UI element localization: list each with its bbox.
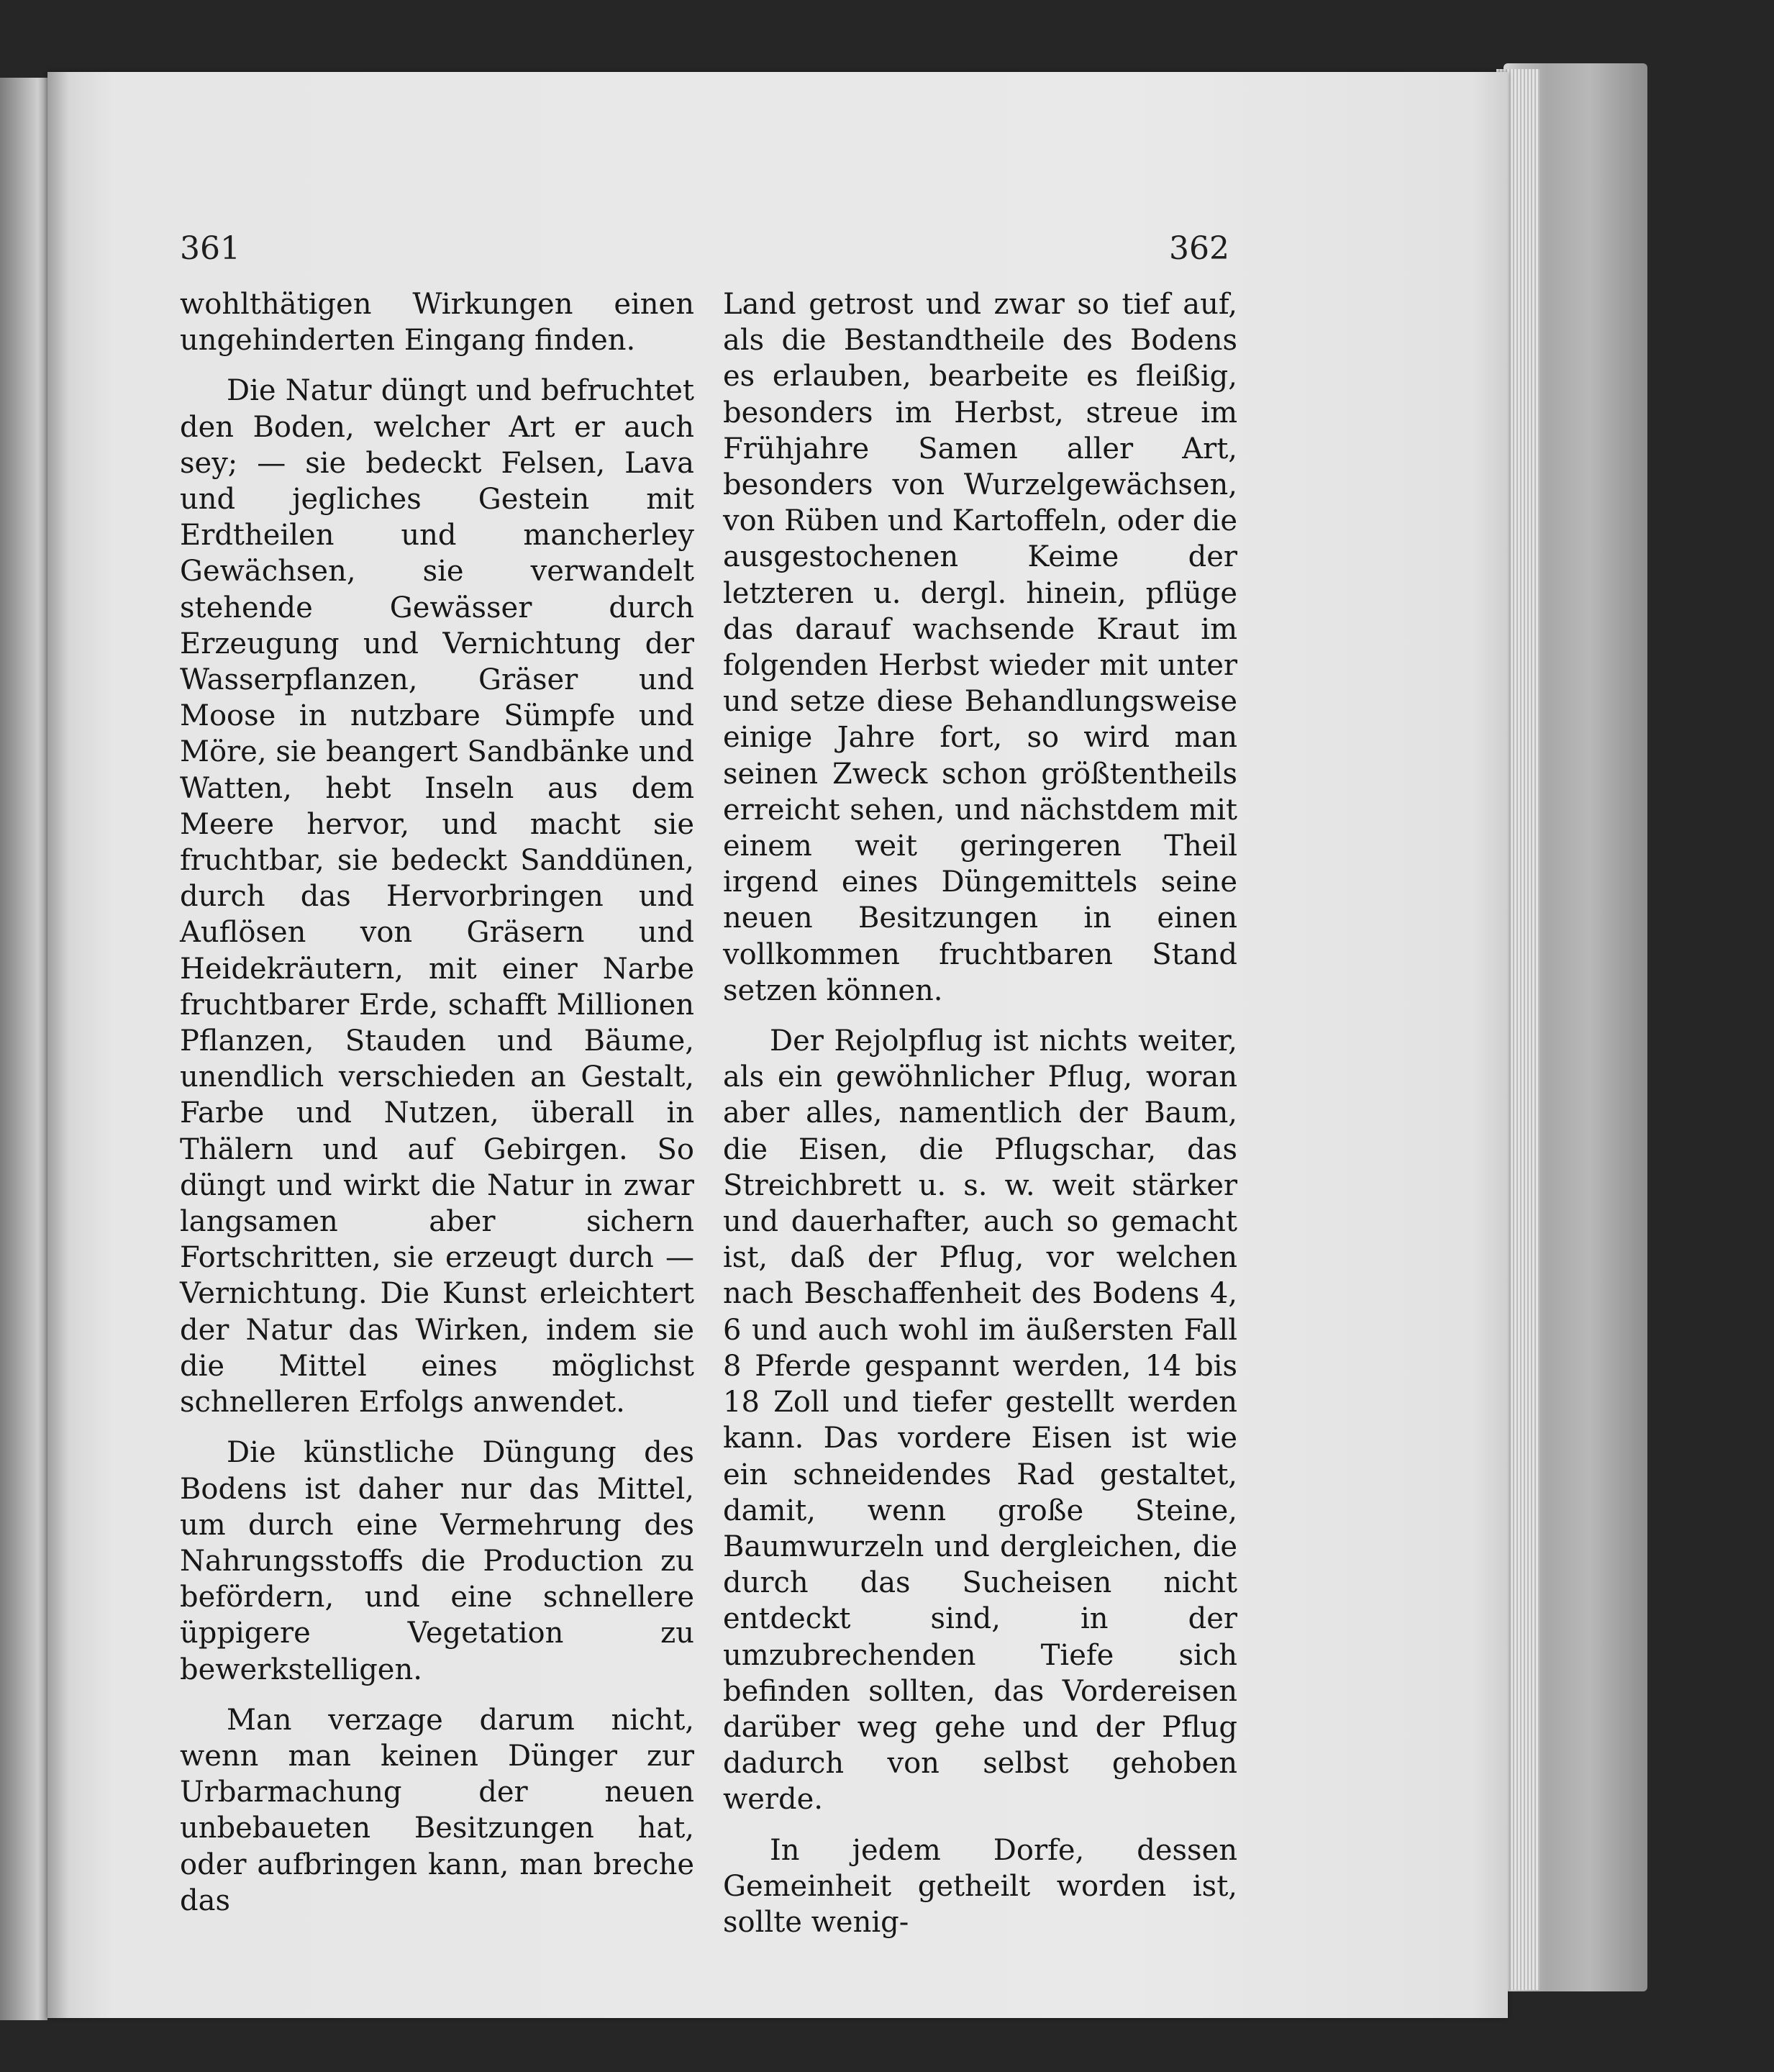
paragraph: Der Rejolpflug ist nichts weiter, als ein gewöhnlicher Pflug, woran aber alles, namentlich der Baum, die Eisen, die Pflugschar, das Streichbrett u. s. w. weit stärker und dauerhafter, auch so gemacht ist, daß der Pflug, vor welchen nach Beschaffenheit des Bodens 4, 6 und auch wohl im äußersten Fall 8 Pferde gespannt werden, 14 bis 18 Zoll und tiefer gestellt werden kann. Das vordere Eisen ist wie ein schneidendes Rad gestaltet, damit, wenn große Steine, Baumwurzeln und dergleichen, die durch das Sucheisen nicht entdeckt sind, in der umzubrechenden Tiefe sich befinden sollten, das Vordereisen darüber weg gehe und der Pflug dadurch von selbst gehoben werde. (723, 1024, 1237, 1817)
paragraph: Die künstliche Düngung des Bodens ist daher nur das Mittel, um durch eine Vermehrung des Nahrungsstoffs die Production zu befördern, und eine schnellere üppigere Vegetation zu bewerkstelligen. (180, 1436, 694, 1686)
right-text-column (723, 286, 1237, 1955)
page-number-left: 361 (180, 230, 240, 267)
paragraph: wohlthätigen Wirkungen einen ungehinderten Eingang finden. (180, 288, 694, 358)
paragraph: Man verzage darum nicht, wenn man keinen Dünger zur Urbarmachung der neuen unbebaueten Besitzungen hat, oder aufbringen kann, man breche das (180, 1703, 694, 1917)
paragraph: Land getrost und zwar so tief auf, als die Bestandtheile des Bodens es erlauben, bearbeite es fleißig, besonders im Herbst, streue im Frühjahre Samen aller Art, besonders von Wurzelgewächsen, von Rüben und Kartoffeln, oder die ausgestochenen Keime der letzteren u. dergl. hinein, pflüge das darauf wachsende Kraut im folgenden Herbst wieder mit unter und setze diese Behandlungsweise einige Jahre fort, so wird man seinen Zweck schon größtentheils erreicht sehen, und nächstdem mit einem weit geringeren Theil irgend eines Düngemittels seine neuen Besitzungen in einen vollkommen fruchtbaren Stand setzen können. (723, 288, 1237, 1007)
page-number-right: 362 (1169, 230, 1229, 267)
paragraph: In jedem Dorfe, dessen Gemeinheit getheilt worden ist, sollte wenig- (723, 1833, 1237, 1939)
previous-page-edge (0, 78, 47, 2020)
left-text-column (180, 286, 694, 1933)
paragraph: Die Natur düngt und befruchtet den Boden, welcher Art er auch sey; — sie bedeckt Felsen, Lava und jegliches Gestein mit Erdtheilen und mancherley Gewächsen, sie verwandelt stehende Gewässer durch Erzeugung und Vernichtung der Wasserpflanzen, Gräser und Moose in nutzbare Sümpfe und Möre, sie beangert Sandbänke und Watten, hebt Inseln aus dem Meere hervor, und macht sie fruchtbar, sie bedeckt Sanddünen, durch das Hervorbringen und Auflösen von Gräsern und Heidekräutern, mit einer Narbe fruchtbarer Erde, schafft Millionen Pflanzen, Stauden und Bäume, unendlich verschieden an Gestalt, Farbe und Nutzen, überall in Thälern und auf Gebirgen. So düngt und wirkt die Natur in zwar langsamen aber sichern Fortschritten, sie erzeugt durch — Vernichtung. Die Kunst erleichtert der Natur das Wirken, indem sie die Mittel eines möglichst schnelleren Erfolgs anwendet. (180, 374, 694, 1419)
